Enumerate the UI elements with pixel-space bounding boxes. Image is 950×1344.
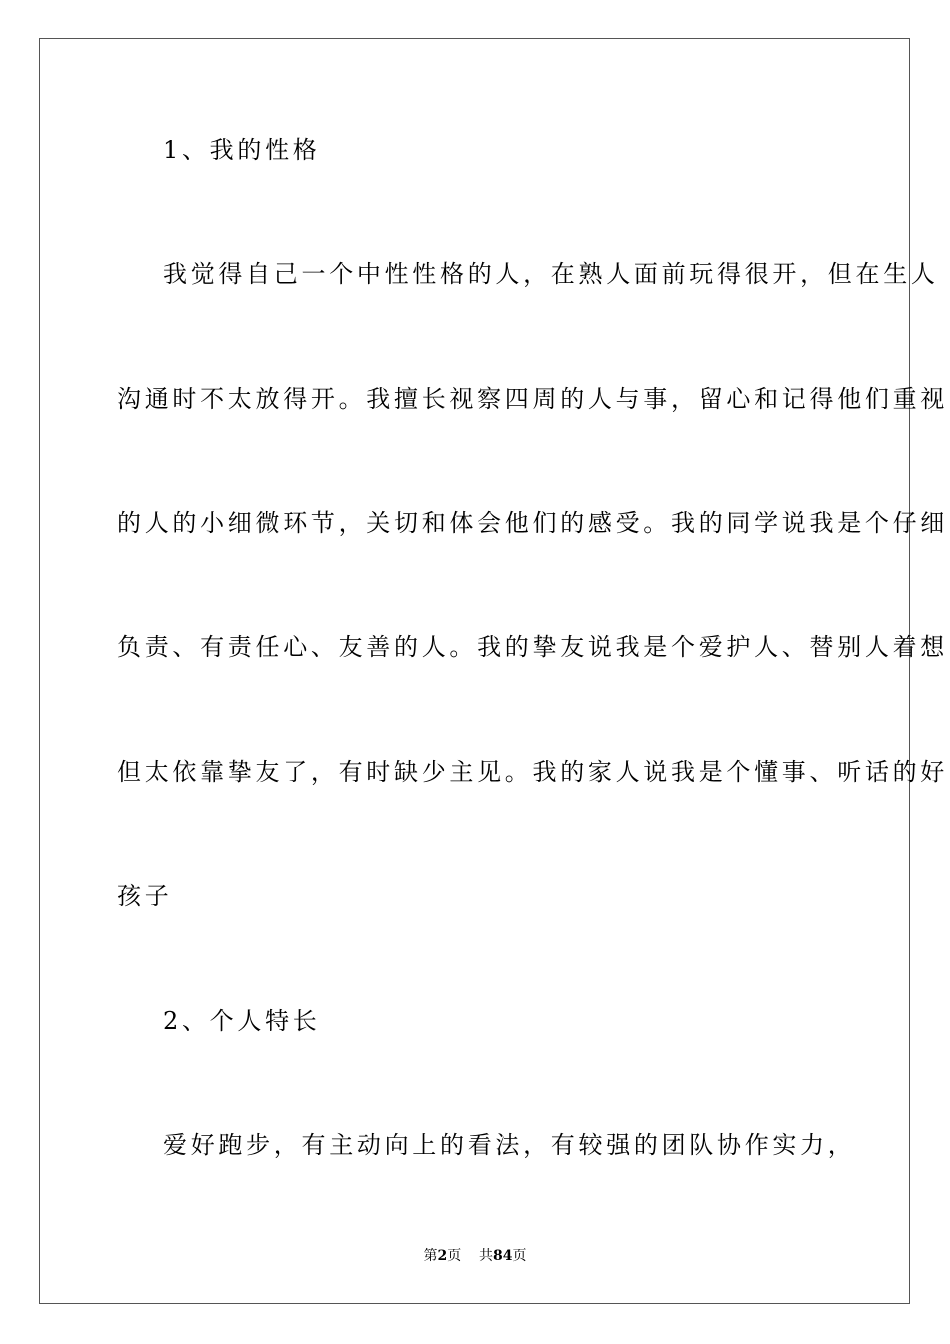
section-heading-1: 1、我的性格 [163, 136, 321, 164]
page-number: 2 [437, 1248, 448, 1264]
paragraph-line-6: 孩子 [117, 882, 173, 910]
page-border [39, 38, 910, 1304]
total-suffix: 页 [512, 1248, 527, 1264]
paragraph-line-2: 沟通时不太放得开。我擅长视察四周的人与事，留心和记得他们重视 [117, 385, 948, 413]
total-pages: 84 [493, 1248, 513, 1264]
section-heading-2: 2、个人特长 [163, 1007, 321, 1035]
page-footer [0, 1247, 950, 1265]
paragraph-line-5: 但太依靠挚友了，有时缺少主见。我的家人说我是个懂事、听话的好 [117, 758, 948, 786]
paragraph-line-1: 我觉得自己一个中性性格的人，在熟人面前玩得很开，但在生人 [163, 260, 939, 288]
total-prefix: 共 [479, 1248, 494, 1264]
page-prefix: 第 [423, 1248, 438, 1264]
page-suffix: 页 [447, 1248, 462, 1264]
paragraph-line-7: 爱好跑步，有主动向上的看法，有较强的团队协作实力， [163, 1131, 856, 1159]
paragraph-line-4: 负责、有责任心、友善的人。我的挚友说我是个爱护人、替别人着想 [117, 633, 948, 661]
paragraph-line-3: 的人的小细微环节，关切和体会他们的感受。我的同学说我是个仔细 [117, 509, 948, 537]
